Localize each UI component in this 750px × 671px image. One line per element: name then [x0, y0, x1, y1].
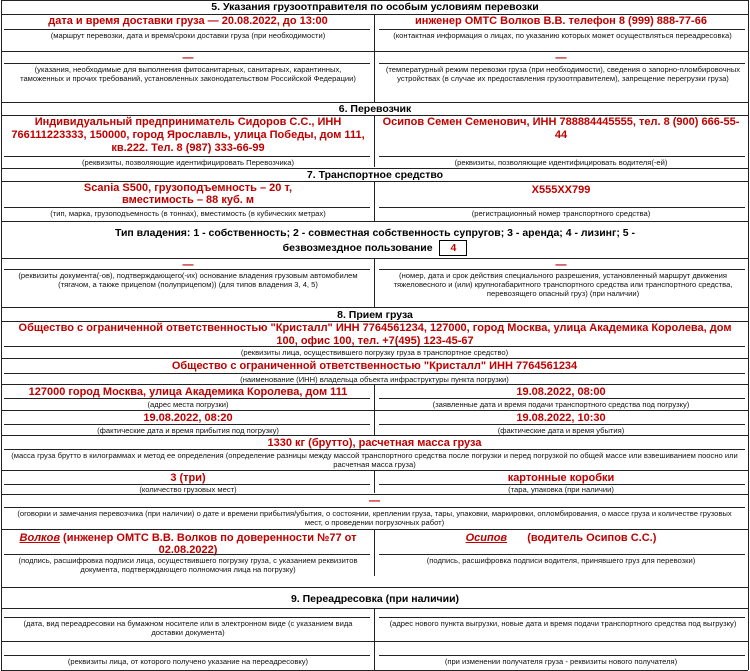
temperature-caption: (температурный режим перевозки груза (при необходимости), сведения о запорно-пломбировочных устройствах (в случае их предоставления грузоотправителем), запрещение перегрузки груза)	[385, 65, 741, 83]
section7-title: 7. Транспортное средство	[306, 169, 444, 181]
loading-address-caption: (адрес места погрузки)	[147, 400, 229, 409]
section5-title: 5. Указания грузоотправителя по особым условиям перевозки	[211, 1, 539, 13]
infra-owner-caption: (наименование (ИНН) владельца объекта инфраструктуры пункта погрузки)	[240, 375, 509, 384]
packaging-value: картонные коробки	[507, 472, 615, 484]
carrier-value: Индивидуальный предприниматель Сидоров С.С., ИНН 766111223333, 150000, город Ярославль, улица Победы, дом 111, кв.222. Тел. 8 (987) 333-66-99	[11, 116, 365, 154]
contact-value: инженер ОМТС Волков В.В. телефон 8 (999) 888-77-66	[415, 15, 707, 27]
section9-title: 9. Переадресовка (при наличии)	[290, 593, 460, 605]
loader-signature-details: (инженер ОМТС В.В. Волков по доверенности №77 от 02.08.2022)	[63, 532, 357, 556]
carrier-caption: (реквизиты, позволяющие идентифицировать Перевозчика)	[81, 158, 295, 167]
loader-signature	[10, 532, 366, 556]
requirements-dash: —	[182, 52, 194, 64]
permit-caption: (номер, дата и срок действия специального разрешения, установленный маршрут движения тяжеловесного и (или) крупногабаритного транспортного средства или транспортного средства, перевозящего опасный груз) (при наличии)	[393, 271, 733, 298]
loading-address-value: 127000 город Москва, улица Академика Королева, дом 111	[28, 386, 348, 398]
cargo-places-caption: (количество грузовых мест)	[139, 485, 237, 494]
packaging-caption: (тара, упаковка (при наличии)	[508, 485, 614, 494]
arrival-datetime-value: 19.08.2022, 08:20	[143, 412, 233, 424]
permit-dash: —	[555, 259, 567, 271]
departure-datetime-value: 19.08.2022, 10:30	[516, 412, 606, 424]
driver-value: Осипов Семен Семенович, ИНН 788884445555, тел. 8 (900) 666-55-44	[382, 116, 740, 141]
requirements-caption: (указания, необходимые для выполнения фитосанитарных, санитарных, карантинных, таможенных и прочих требований, установленных законодательством Российской Федерации)	[20, 65, 356, 83]
section6-title: 6. Перевозчик	[338, 103, 412, 115]
plate-value: Х555ХХ799	[531, 184, 591, 196]
driver-signature	[377, 532, 745, 545]
loader-signature-name: Волков	[19, 532, 60, 544]
driver-caption: (реквизиты, позволяющие идентифицировать водителя(-ей)	[454, 158, 668, 167]
ownership-text: Тип владения: 1 - собственность; 2 - совместная собственность супругов; 3 - аренда; 4 - лизинг; 5 - безвозмездное пользование	[114, 227, 636, 254]
carrier-remarks-caption: (оговорки и замечания перевозчика (при наличии) о дате и времени прибытия/убытия, о состоянии, креплении груза, тары, упаковки, маркировки, опломбирования, о массе груза и количестве грузовых мест, о проведении погрузочных работ)	[17, 509, 732, 527]
driver-signature-details: (водитель Осипов С.С.)	[527, 532, 657, 544]
carrier-remarks-dash: —	[369, 495, 380, 507]
loader-signature-caption: (подпись, расшифровка подписи лица, осуществившего погрузку груза, с указанием реквизитов документа, подтверждающего полномочия лица на погрузку)	[18, 556, 358, 574]
ownership-docs-caption: (реквизиты документа(-ов), подтверждающего(-их) основание владения грузовым автомобилем (тягачом, а также прицепом (полуприцепом)) (для типов владения 3, 4, 5)	[18, 271, 358, 289]
cargo-mass-value: 1330 кг (брутто), расчетная масса груза	[267, 437, 482, 449]
infra-owner-value: Общество с ограниченной ответственностью "Кристалл" ИНН 7764561234	[171, 360, 578, 372]
vehicle-caption: (тип, марка, грузоподъемность (в тоннах), вместимость (в кубических метрах)	[50, 209, 326, 218]
driver-signature-caption: (подпись, расшифровка подписи водителя, принявшего груз для перевозки)	[426, 556, 696, 565]
redirect-date-caption: (дата, вид переадресовки на бумажном носителе или в электронном виде (с указанием вида доставки документа)	[23, 619, 353, 637]
declared-datetime-caption: (заявленные дата и время подачи транспортного средства под погрузку)	[432, 400, 690, 409]
declared-datetime-value: 19.08.2022, 08:00	[516, 386, 606, 398]
loader-value: Общество с ограниченной ответственностью "Кристалл" ИНН 7764561234, 127000, город Москва, улица Академика Королева, дом 100, офис 100, тел. +7(495) 123-45-67	[18, 322, 732, 347]
section8-title: 8. Прием груза	[337, 309, 413, 321]
contact-caption: (контактная информация о лицах, по указанию которых может осуществляться переадресовка)	[393, 31, 732, 40]
driver-signature-name: Осипов	[465, 532, 508, 544]
cargo-mass-caption: (масса груза брутто в килограммах и метод ее определения (определение разницы между массой транспортного средства после погрузки и перед погрузкой по общей массе или взвешиванием поосно или расчетная масса груза)	[11, 451, 738, 469]
vehicle-value: Scania S500, грузоподъемность – 20 т, вместимость – 88 куб. м	[83, 182, 293, 206]
ownership-value: 4	[439, 240, 467, 256]
arrival-datetime-caption: (фактические дата и время прибытия под погрузку)	[97, 426, 279, 435]
delivery-date-caption: (маршрут перевозки, дата и время/сроки доставки груза (при необходимости)	[50, 31, 326, 40]
new-consignee-caption: (при изменении получателя груза - реквизиты нового получателя)	[444, 657, 678, 666]
temperature-dash: —	[555, 52, 567, 64]
loader-caption: (реквизиты лица, осуществившего погрузку груза в транспортное средство)	[240, 348, 509, 357]
cargo-places-value: 3 (три)	[170, 472, 206, 484]
ownership-docs-dash: —	[182, 259, 194, 271]
departure-datetime-caption: (фактические дата и время убытия)	[497, 426, 625, 435]
redirect-requester-caption: (реквизиты лица, от которого получено указание на переадресовку)	[67, 657, 309, 666]
delivery-date-value: дата и время доставки груза — 20.08.2022, до 13:00	[48, 15, 328, 27]
ownership-type	[80, 226, 670, 256]
redirect-address-caption: (адрес нового пункта выгрузки, новые дата и время подачи транспортного средства под выгрузку)	[389, 619, 737, 628]
plate-caption: (регистрационный номер транспортного средства)	[471, 209, 651, 218]
